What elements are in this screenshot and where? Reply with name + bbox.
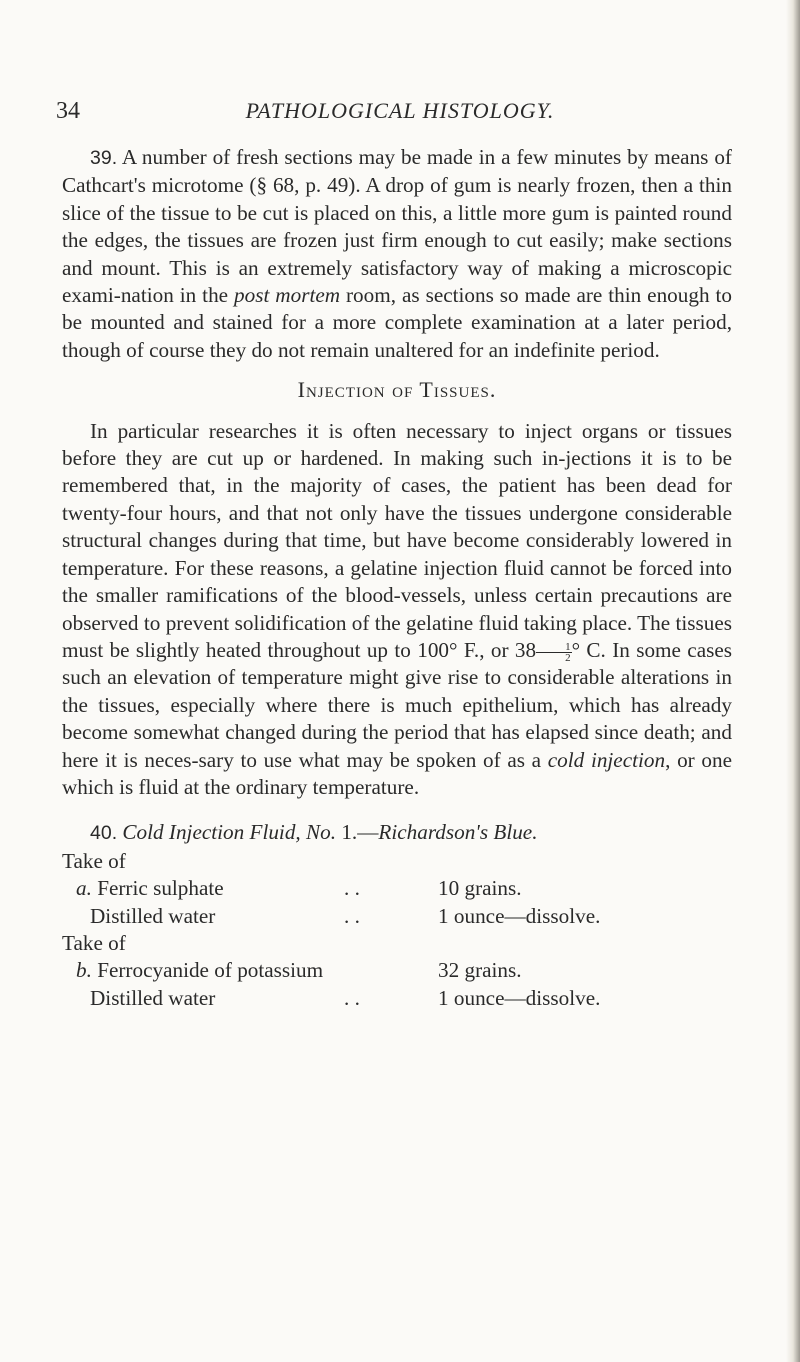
paragraph-39	[62, 144, 732, 364]
paragraph-39-text-a: A number of fresh sections may be made in a few minutes by means of Cathcart's microtome (§ 68, p. 49). A drop of gum is nearly frozen, then a thin slice of the tissue to be cut is placed on this, a little more gum is painted round the edges, the tissues are frozen just firm enough to cut easily; make sections and mount. This is an extremely satisfactory way of making a microscopic exami-nation in the	[62, 145, 732, 308]
fraction-half	[536, 642, 572, 663]
section-number-39: 39.	[90, 147, 118, 169]
page-number: 34	[56, 98, 80, 124]
page-edge-shadow	[786, 0, 800, 1362]
injection-text-c: , or one which is fluid at the ordinary temperature.	[62, 747, 732, 799]
fraction-denominator: 2	[565, 651, 571, 664]
page-header	[0, 98, 800, 138]
recipe-row-b2	[62, 985, 732, 1012]
injection-text-a: In particular researches it is often necessary to inject organs or tissues before they are cut up or hardened. In making such in-jections it is to be remembered that, in the majority of cases, the patient has been dead for twenty-four hours, and that not only have the tissues undergone considerable structural changes during that time, but have become considerably lowered in temperature. For these reasons, a gelatine injection fluid cannot be forced into the smaller ramifications of the blood-vessels, unless certain precautions are observed to prevent solidification of the gelatine fluid taking place. The tissues must be slightly heated throughout up to 100° F., or 38	[62, 418, 732, 662]
recipe	[62, 848, 732, 1012]
section-heading: Injection of Tissues.	[297, 377, 497, 403]
recipe-a2-qty: 1 ounce—dissolve.	[438, 903, 601, 928]
paragraph-injection	[62, 418, 732, 802]
section-40-title-num: 1.—	[336, 820, 379, 845]
take-of-label: Take of	[62, 848, 126, 873]
section-number-40: 40.	[90, 822, 118, 845]
recipe-b2-qty: 1 ounce—dissolve.	[438, 985, 601, 1010]
fraction-numerator: 1	[536, 642, 572, 653]
paragraph-39-italic: post mortem	[234, 283, 341, 308]
section-40-title	[62, 819, 732, 847]
recipe-b2-dots: . .	[344, 985, 360, 1010]
recipe-row-a	[62, 875, 732, 902]
recipe-row-b	[62, 957, 732, 984]
take-of-label: Take of	[62, 930, 126, 955]
recipe-row-a2	[62, 903, 732, 930]
section-40-title-italic: Cold Injection Fluid, No.	[122, 820, 337, 845]
recipe-take-of-1	[62, 848, 732, 875]
section-40-title-name: Richardson's Blue.	[378, 820, 538, 845]
recipe-b2-item: Distilled water	[90, 985, 216, 1010]
recipe-a2-dots: . .	[344, 903, 360, 928]
recipe-a2-item: Distilled water	[90, 903, 216, 928]
recipe-b-qty: 32 grains.	[438, 958, 522, 983]
recipe-a-item	[62, 875, 224, 902]
recipe-a-dots: . .	[344, 876, 360, 901]
injection-italic: cold injection	[547, 747, 666, 772]
paragraph-39-text-b: room, as sections so made are thin enough to be mounted and stained for a more complete examination at a later period, though of course they do not remain unaltered for an indefinite period.	[62, 283, 732, 362]
recipe-a-letter: a.	[76, 876, 92, 901]
recipe-a-qty: 10 grains.	[438, 876, 522, 901]
page-body	[62, 144, 732, 1012]
running-head: PATHOLOGICAL HISTOLOGY.	[245, 98, 555, 123]
injection-text-b: ° C. In some cases such an elevation of temperature might give rise to considerable alterations in the tissues, especially where there is much epithelium, which has already become somewhat changed during the period that has elapsed since death; and here it is neces-sary to use what may be spoken of as a	[62, 637, 732, 772]
recipe-b-letter: b.	[76, 958, 92, 983]
recipe-a-item-text: Ferric sulphate	[97, 876, 224, 901]
recipe-b-item	[62, 957, 323, 984]
recipe-b-item-text: Ferrocyanide of potassium	[97, 958, 324, 983]
recipe-take-of-2	[62, 930, 732, 957]
